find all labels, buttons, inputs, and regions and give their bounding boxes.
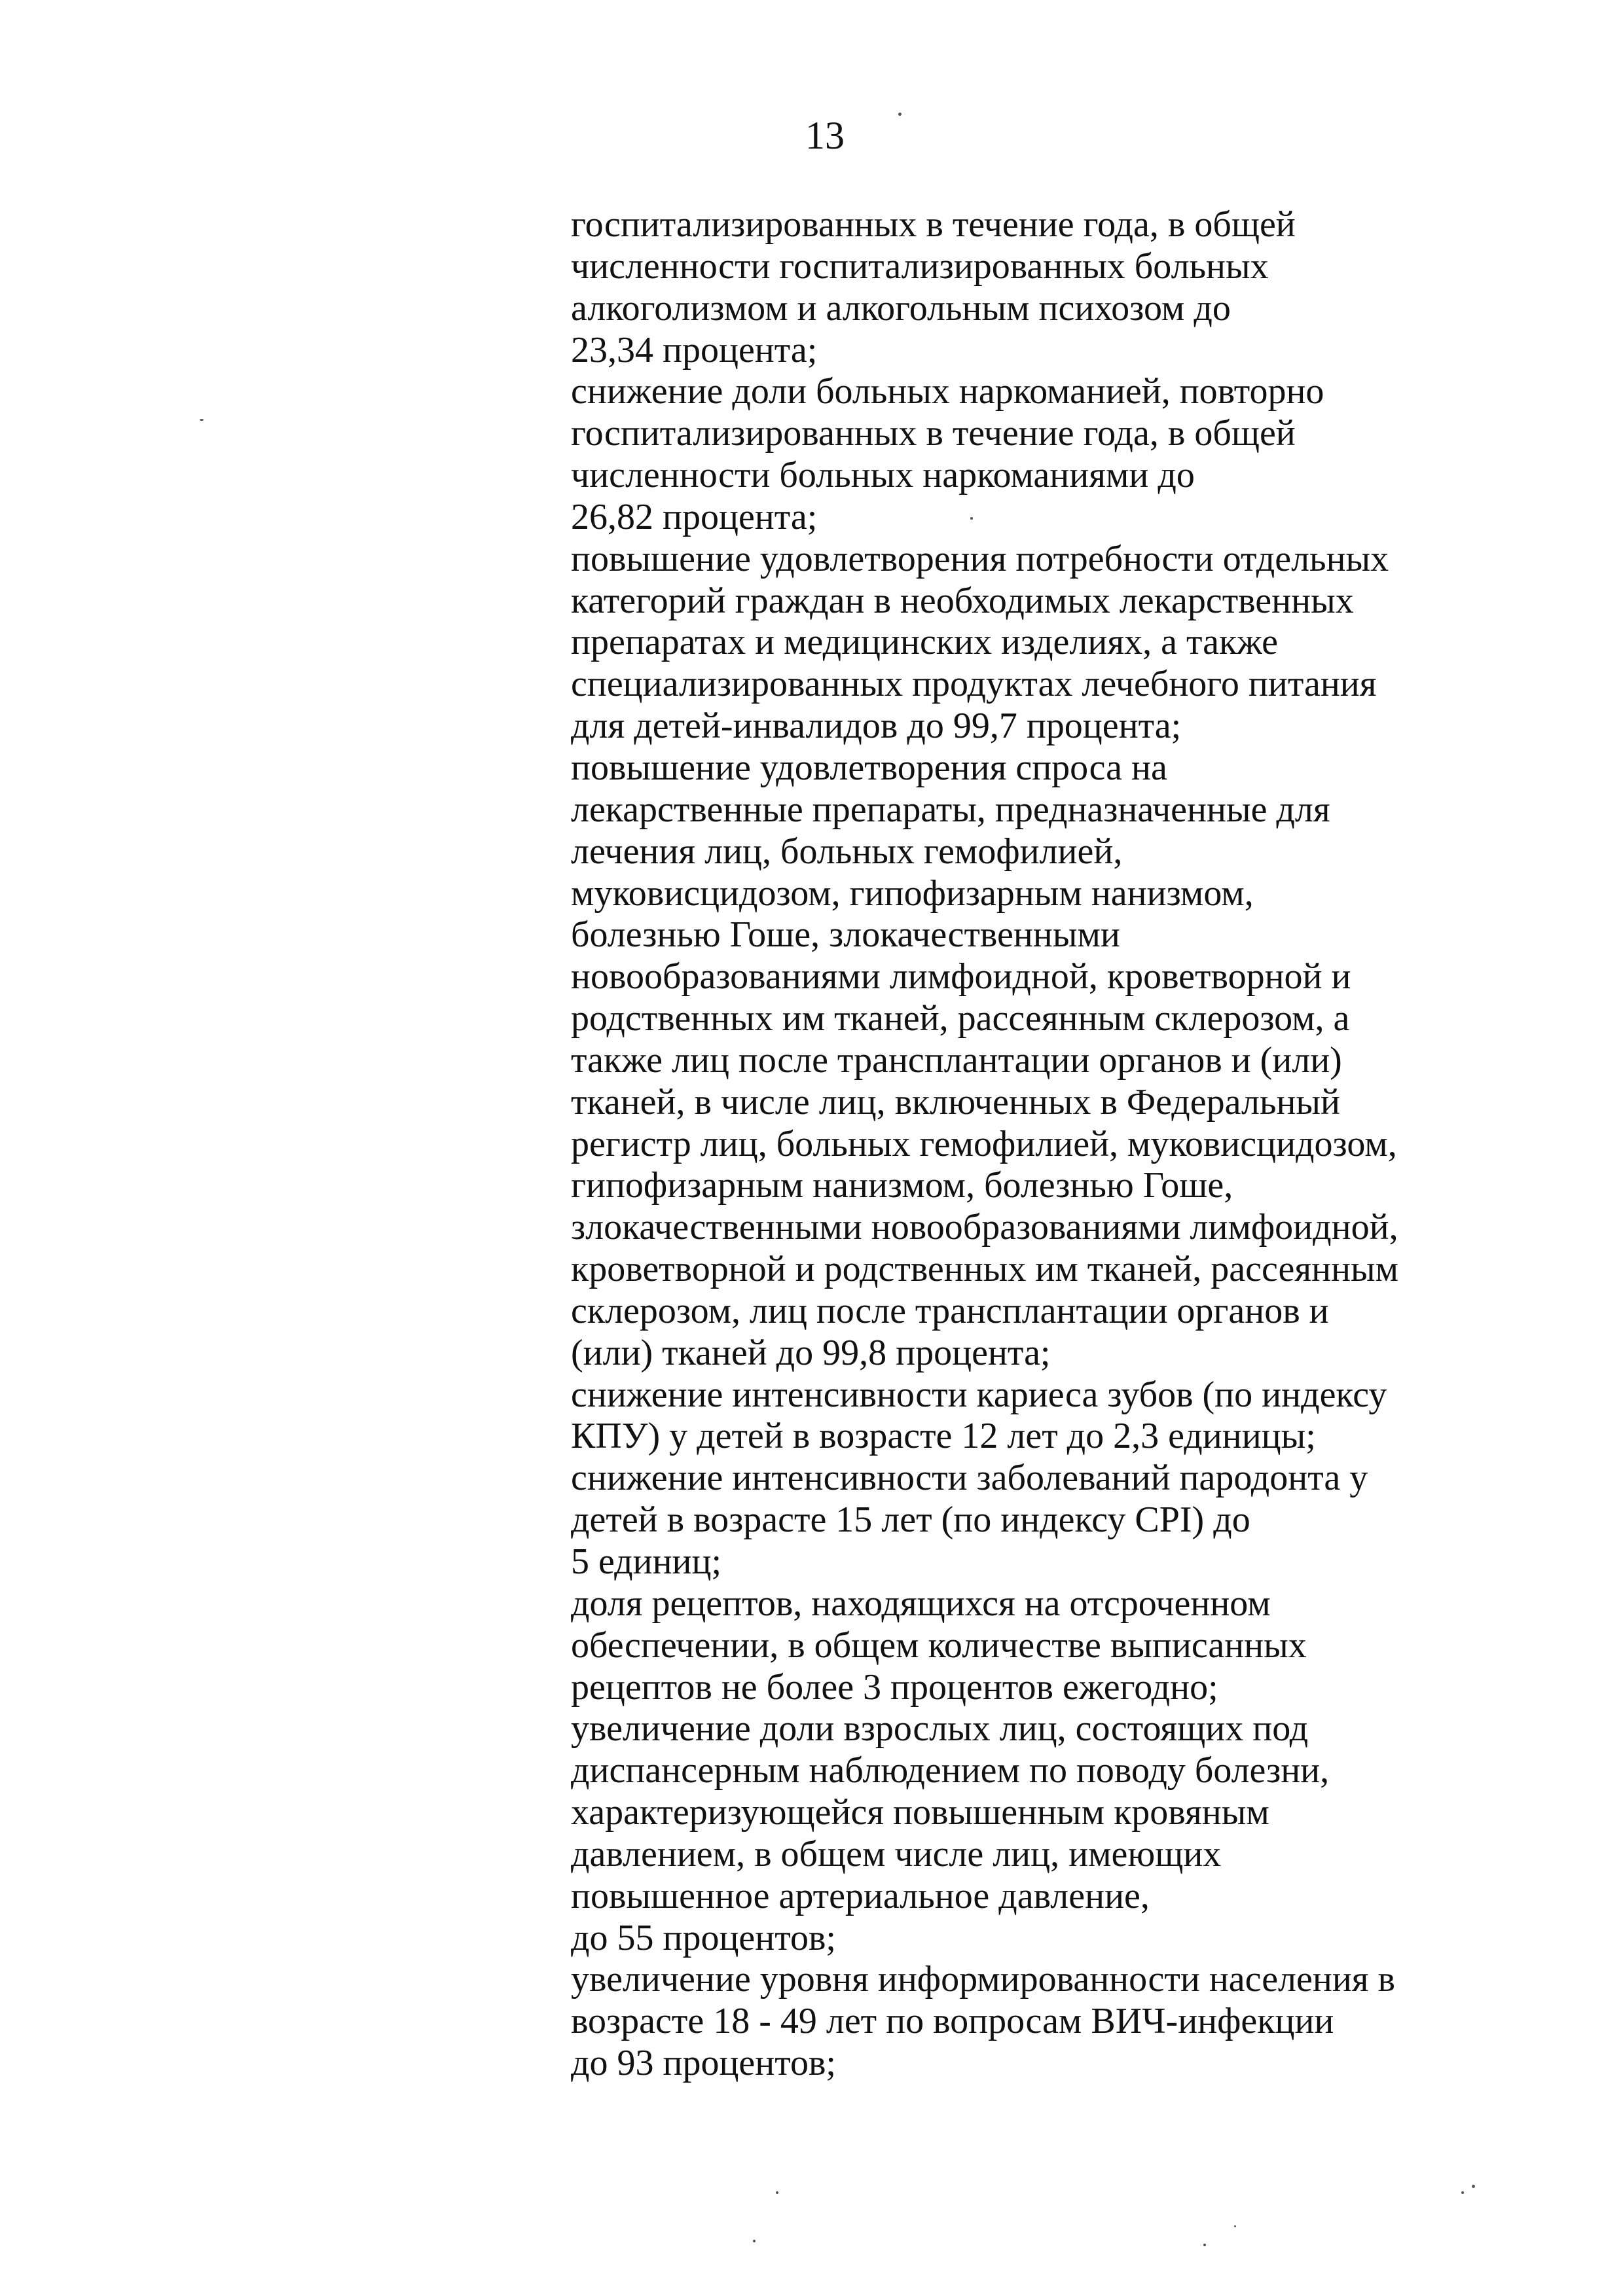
text-line: снижение интенсивности кариеса зубов (по индексу: [571, 1374, 1387, 1415]
text-line: категорий граждан в необходимых лекарственных: [571, 580, 1354, 621]
text-line: численности больных наркоманиями до: [571, 455, 1195, 496]
scan-speck: [753, 2240, 756, 2242]
text-line: диспансерным наблюдением по поводу болезни,: [571, 1750, 1330, 1791]
text-line: кроветворной и родственных им тканей, рассеянным: [571, 1249, 1399, 1290]
text-line: рецептов не более 3 процентов ежегодно;: [571, 1666, 1218, 1708]
text-line: КПУ) у детей в возрасте 12 лет до 2,3 единицы;: [571, 1416, 1316, 1457]
text-line: 23,34 процента;: [571, 329, 818, 370]
text-line: болезнью Гоше, злокачественными: [571, 914, 1120, 956]
text-line: повышение удовлетворения спроса на: [571, 747, 1167, 788]
scan-speck: [200, 419, 204, 421]
scan-speck: [1203, 2244, 1206, 2246]
text-line: 5 единиц;: [571, 1541, 722, 1582]
text-line: госпитализированных в течение года, в общей: [571, 204, 1296, 245]
scan-speck: [1461, 2191, 1464, 2194]
text-line: повышенное артериальное давление,: [571, 1875, 1150, 1916]
text-line: увеличение доли взрослых лиц, состоящих под: [571, 1708, 1309, 1749]
text-line: численности госпитализированных больных: [571, 245, 1269, 287]
text-line: регистр лиц, больных гемофилией, муковисцидозом,: [571, 1123, 1397, 1164]
text-line: специализированных продуктах лечебного питания: [571, 664, 1377, 705]
scan-speck: [776, 2191, 778, 2194]
text-line: до 93 процентов;: [571, 2043, 836, 2084]
text-line: обеспечении, в общем количестве выписанных: [571, 1624, 1307, 1666]
scan-speck: [970, 517, 973, 520]
text-line: алкоголизмом и алкогольным психозом до: [571, 287, 1231, 329]
text-line: гипофизарным нанизмом, болезнью Гоше,: [571, 1165, 1233, 1206]
text-line: (или) тканей до 99,8 процента;: [571, 1332, 1051, 1373]
text-line: увеличение уровня информированности населения в: [571, 1959, 1395, 2000]
text-line: снижение доли больных наркоманией, повторно: [571, 371, 1324, 412]
text-line: муковисцидозом, гипофизарным нанизмом,: [571, 872, 1254, 914]
text-line: препаратах и медицинских изделиях, а также: [571, 622, 1278, 663]
text-line: возрасте 18 - 49 лет по вопросам ВИЧ-инфекции: [571, 2001, 1334, 2042]
text-line: тканей, в числе лиц, включенных в Федеральный: [571, 1081, 1341, 1122]
scan-speck: [1472, 2185, 1475, 2188]
scan-speck: [1234, 2225, 1236, 2227]
text-line: давлением, в общем числе лиц, имеющих: [571, 1833, 1222, 1874]
text-line: родственных им тканей, рассеянным склерозом, а: [571, 998, 1350, 1039]
text-line: лекарственные препараты, предназначенные для: [571, 789, 1330, 830]
body-text: [571, 204, 1514, 2085]
text-line: доля рецептов, находящихся на отсроченном: [571, 1583, 1271, 1624]
text-line: лечения лиц, больных гемофилией,: [571, 831, 1123, 872]
text-line: также лиц после трансплантации органов и (или): [571, 1039, 1342, 1081]
text-line: 26,82 процента;: [571, 496, 818, 537]
page-number: 13: [805, 114, 845, 157]
text-line: снижение интенсивности заболеваний пародонта у: [571, 1458, 1368, 1499]
text-line: для детей-инвалидов до 99,7 процента;: [571, 706, 1182, 747]
text-line: злокачественными новообразованиями лимфоидной,: [571, 1207, 1398, 1248]
text-line: склерозом, лиц после трансплантации органов и: [571, 1290, 1329, 1331]
text-line: до 55 процентов;: [571, 1917, 836, 1958]
text-line: новообразованиями лимфоидной, кроветворной и: [571, 956, 1351, 997]
text-line: госпитализированных в течение года, в общей: [571, 413, 1296, 454]
text-line: характеризующейся повышенным кровяным: [571, 1792, 1269, 1833]
scan-speck: [898, 113, 902, 116]
text-line: повышение удовлетворения потребности отдельных: [571, 538, 1389, 579]
text-line: детей в возрасте 15 лет (по индексу CPI) до: [571, 1499, 1250, 1541]
